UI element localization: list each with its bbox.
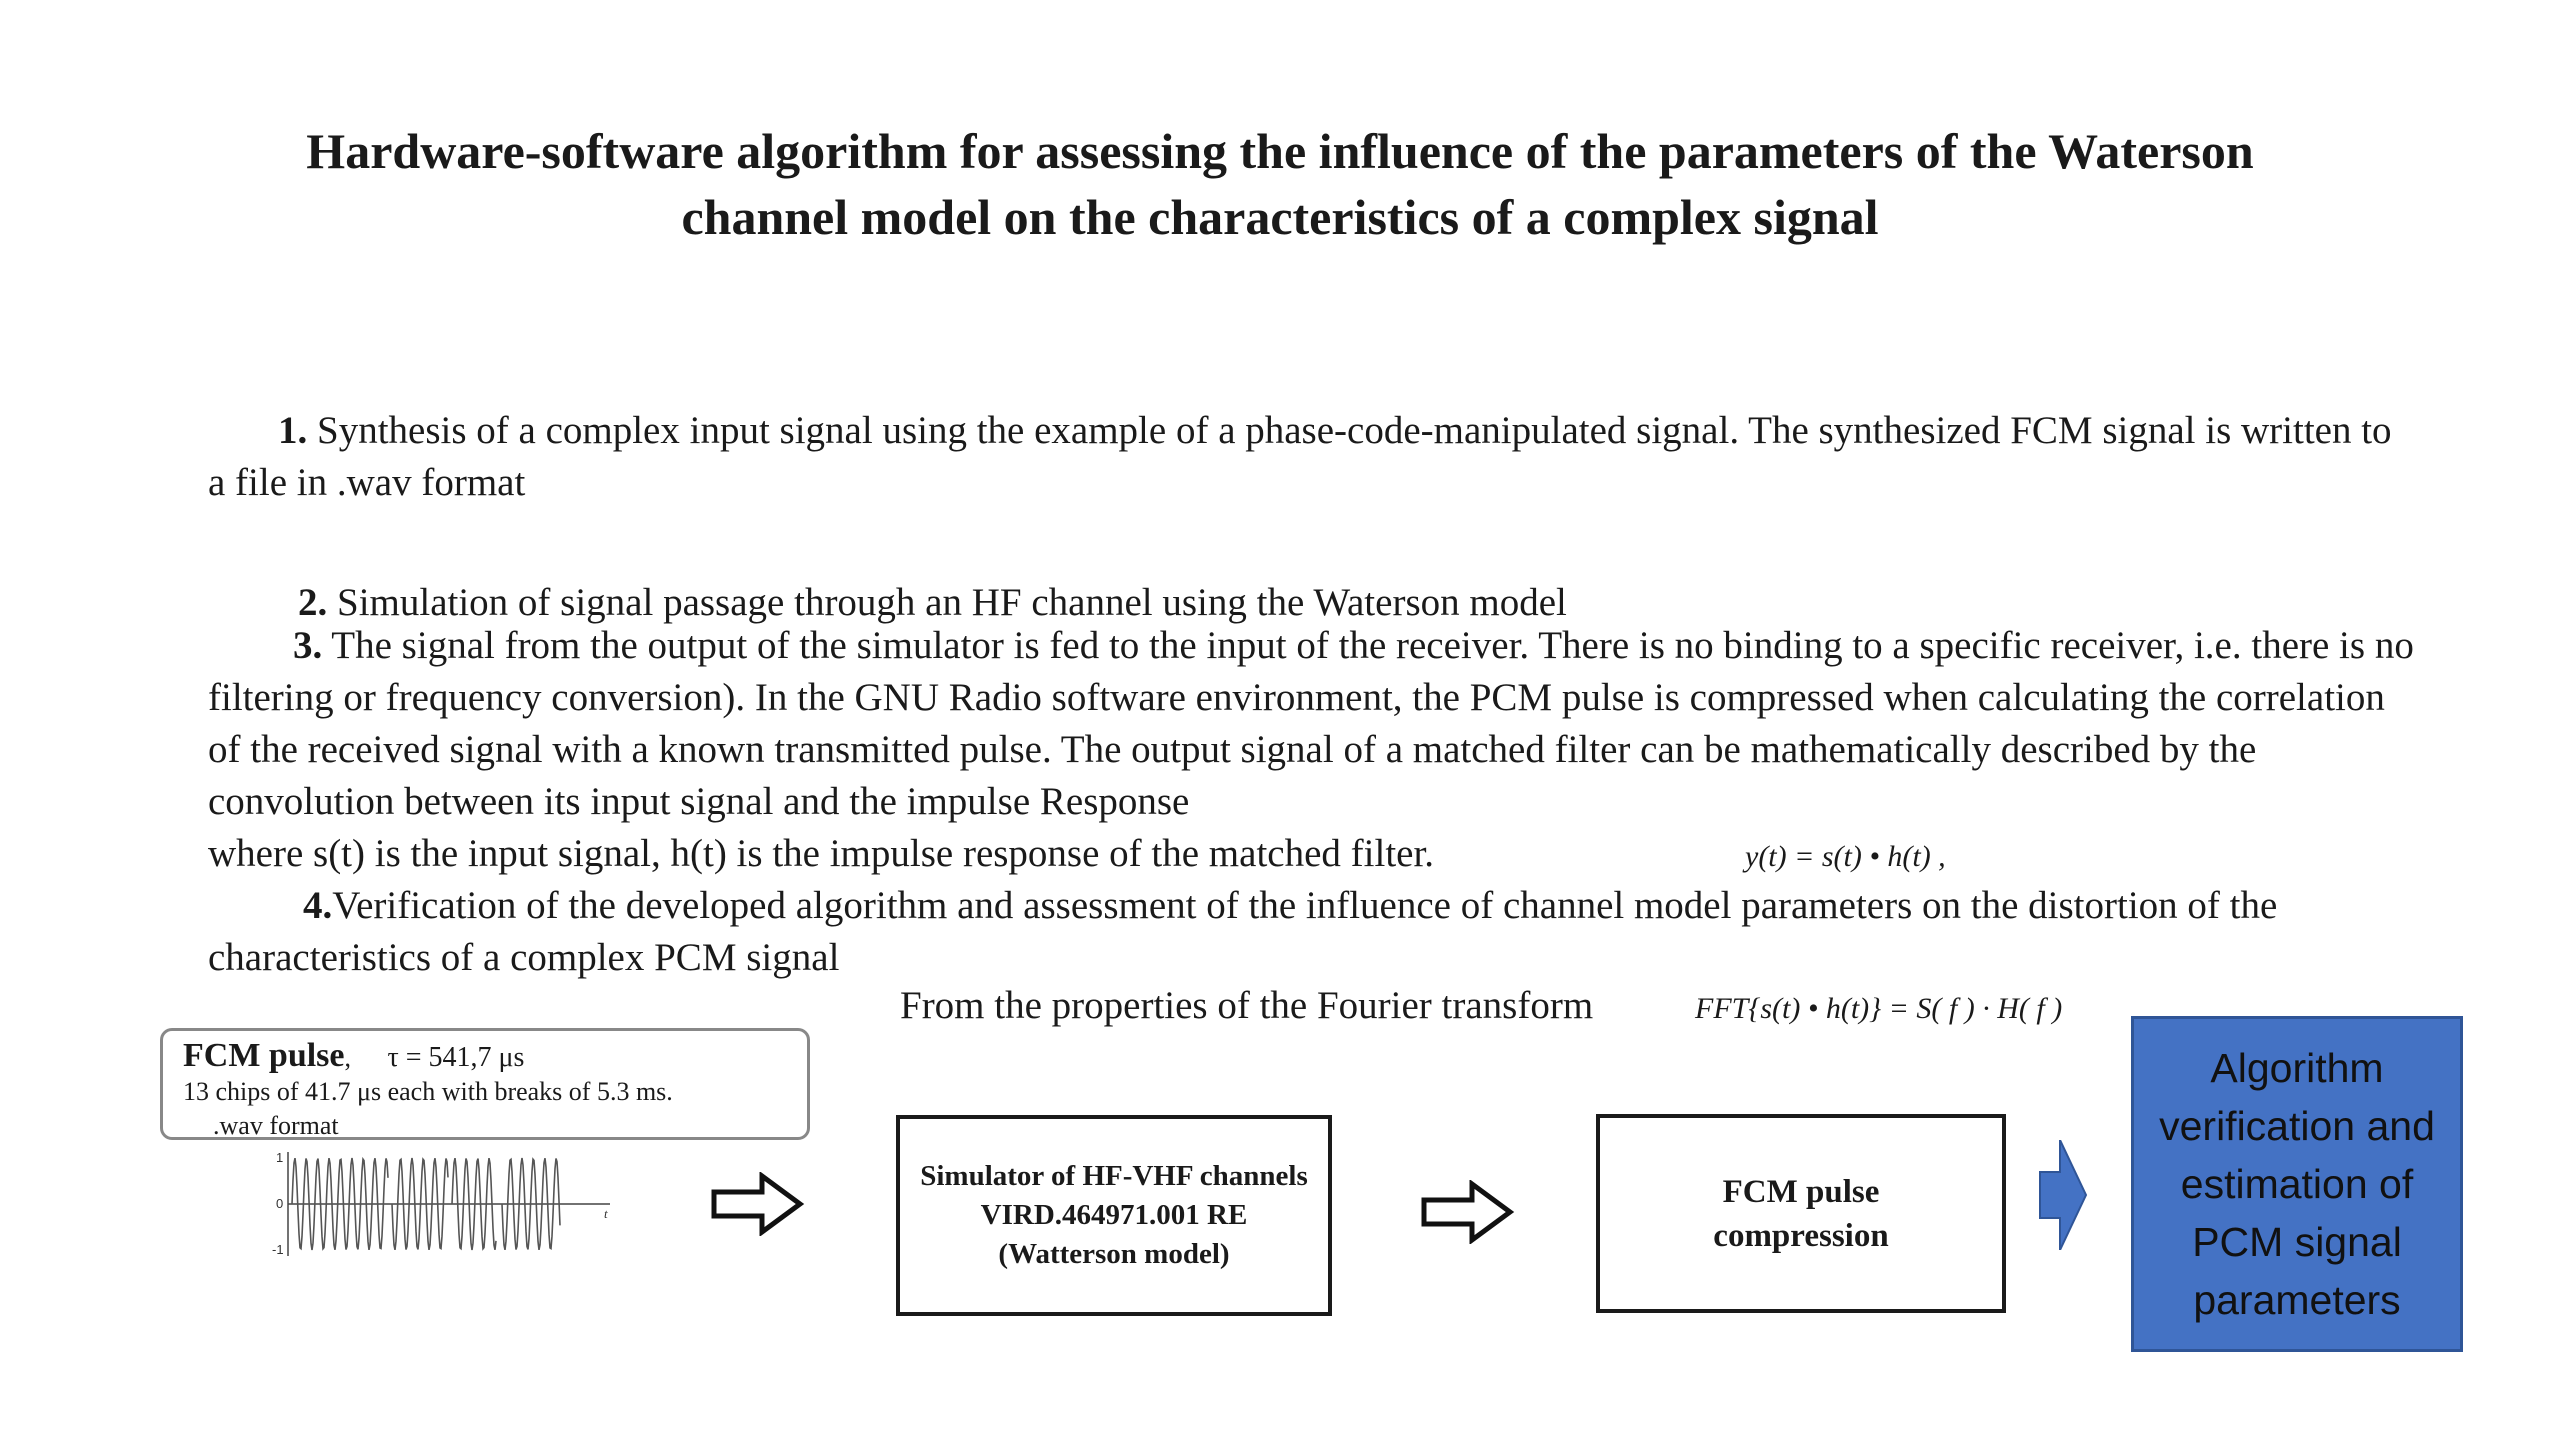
tau-value: τ = 541,7 μs <box>387 1042 525 1073</box>
compression-line-2: compression <box>1713 1217 1889 1254</box>
step-3-text: The signal from the output of the simulator is fed to the input of the receiver. There is no binding to a specific receiver, i.e. there is no filtering or frequency conversion). In the GNU Radio software environment, the PCM pulse is compressed when calculating the correlation of the received signal with a known transmitted pulse. The output signal of a matched filter can be mathematically described by the convolution between its input signal and the impulse Response <box>208 624 2414 823</box>
compression-box <box>1596 1114 2006 1313</box>
result-box <box>2131 1016 2463 1352</box>
simulator-line-1: Simulator of HF-VHF channels <box>920 1160 1308 1192</box>
arrow-right-icon-2 <box>1420 1180 1516 1244</box>
wav-format-note: .wav format <box>213 1111 339 1140</box>
x-axis-label: t <box>604 1206 608 1221</box>
fcm-pulse-box <box>160 1028 810 1140</box>
compression-line-1: FCM pulse <box>1722 1173 1880 1210</box>
step-1 <box>208 405 2418 509</box>
step-3 <box>208 620 2418 828</box>
step-4-number: 4. <box>303 884 333 927</box>
arrow-right-icon-1 <box>710 1172 806 1236</box>
chips-description: 13 chips of 41.7 μs each with breaks of 5.3 ms. <box>183 1077 673 1106</box>
fourier-text: From the properties of the Fourier transform <box>900 984 1594 1027</box>
page-title <box>0 118 2560 250</box>
title-line-1: Hardware-software algorithm for assessing the influence of the parameters of the Waterson <box>306 123 2254 179</box>
step-4-text: Verification of the developed algorithm and assessment of the influence of channel model parameters on the distortion of the characteristics of a complex PCM signal <box>208 884 2278 979</box>
step-2-text: Simulation of signal passage through an HF channel using the Waterson model <box>327 581 1567 624</box>
where-text: where s(t) is the input signal, h(t) is the impulse response of the matched filter. <box>208 832 1435 875</box>
step-1-text: Synthesis of a complex input signal using the example of a phase-code-manipulated signal. The synthesized FCM signal is written to a file in .wav format <box>208 409 2392 504</box>
fcm-pulse-comma: , <box>344 1043 351 1072</box>
fcm-waveform <box>270 1148 620 1268</box>
fcm-pulse-label: FCM pulse <box>183 1037 345 1074</box>
simulator-line-3: (Watterson model) <box>998 1238 1230 1270</box>
result-text: Algorithm verification and estimation of PCM signal parameters <box>2159 1045 2435 1323</box>
step-2-number: 2. <box>298 581 328 624</box>
fourier-equation: FFT{s(t) • h(t)} = S( f ) · H( f ) <box>1695 992 2063 1025</box>
blue-arrow-right-icon <box>2038 1140 2088 1250</box>
y-tick-top: 1 <box>276 1150 284 1165</box>
waveform-trace <box>292 1158 560 1250</box>
convolution-equation: y(t) = s(t) • h(t) , <box>1745 840 1946 873</box>
simulator-box <box>896 1115 1332 1316</box>
y-tick-bottom: -1 <box>272 1242 284 1257</box>
title-line-2: channel model on the characteristics of a complex signal <box>681 189 1879 245</box>
step-3-number: 3. <box>293 624 323 667</box>
y-tick-zero: 0 <box>276 1196 284 1211</box>
simulator-line-2: VIRD.464971.001 RE <box>980 1199 1248 1231</box>
step-4 <box>208 880 2418 984</box>
step-1-number: 1. <box>278 409 308 452</box>
